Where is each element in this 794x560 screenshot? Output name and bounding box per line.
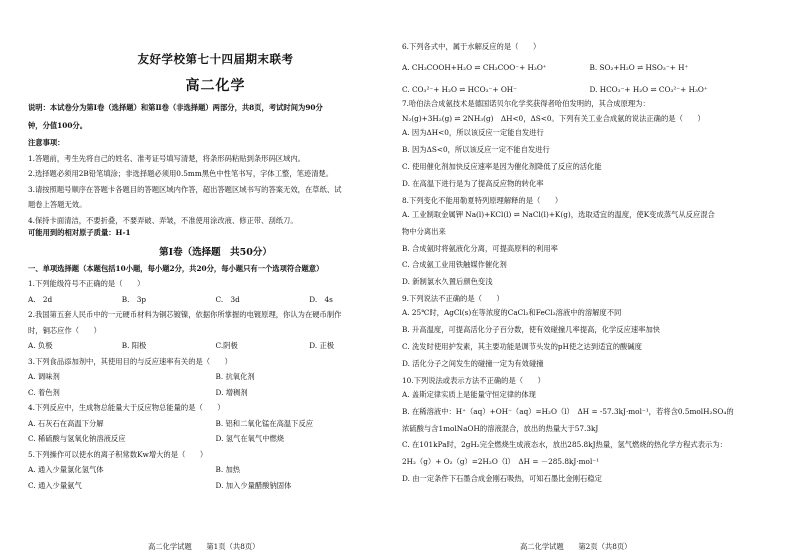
question-8: 8.下列变化不能用勒夏特列原理解释的是（ ） bbox=[402, 195, 563, 205]
option: C. 使用催化剂加快反应速率是因为催化剂降低了反应的活化能 bbox=[402, 161, 602, 171]
option: A. 因为ΔH<0，所以该反应一定能自发进行 bbox=[402, 128, 544, 138]
option: B. SO₂+H₂O ⇌ HSO₃⁻+ H⁺ bbox=[589, 63, 689, 73]
option: B. 加热 bbox=[215, 465, 241, 475]
part-heading: 一、单项选择题（本题包括10小题，每小题2分，共20分，每小题只有一个选项符合题意） bbox=[28, 263, 324, 273]
option: D. 活化分子之间发生的碰撞一定为有效碰撞 bbox=[402, 358, 544, 368]
question-4-options bbox=[28, 419, 403, 428]
question-3: 3.下列食品添加剂中，其使用目的与反应速率有关的是（ ） bbox=[28, 356, 232, 366]
question-1: 1.下列能级符号不正确的是（ ） bbox=[28, 279, 145, 289]
option: D. 正极 bbox=[309, 341, 335, 351]
notice-item: 1.答题前，考生先将自己的姓名、准考证号填写清楚，将条形码粘贴到条形码区域内。 bbox=[28, 153, 305, 163]
instructions bbox=[28, 103, 403, 130]
option: D. 增稠剂 bbox=[215, 387, 248, 397]
atomic-mass-note: 可能用到的相对原子质量：H-1 bbox=[28, 228, 131, 237]
question-6-options bbox=[402, 63, 777, 72]
option: D. 新制氯水久置后颜色变浅 bbox=[402, 277, 493, 287]
question-9: 9.下列说法不正确的是（ ） bbox=[402, 293, 504, 303]
option: A. 负极 bbox=[28, 341, 53, 351]
option: C. 合成氨工业用铁触媒作催化剂 bbox=[402, 260, 507, 270]
right-column bbox=[402, 42, 777, 491]
option: D. HCO₃⁻+ H₂O ⇌ CO₃²⁻+ H₃O⁺ bbox=[589, 84, 708, 94]
page-footer-left: 高二化学试题 第1页（共8页） bbox=[148, 542, 260, 551]
option: C. 在101kPa时，2gH₂完全燃烧生成液态水，放出285.8kJ热量，氢气燃烧的热化学方程式表示为： bbox=[402, 440, 727, 450]
instructions-line: 说明：本试卷分为第Ⅰ卷（选择题）和第Ⅱ卷（非选择题）两部分，共8页，考试时间为90分 bbox=[28, 103, 323, 113]
option: A. 调味剂 bbox=[28, 372, 60, 382]
option: B. 升高温度，可提高活化分子百分数，使有效碰撞几率提高，化学反应速率加快 bbox=[402, 325, 661, 335]
option: C. 稀硫酸与氢氧化钠溶液反应 bbox=[28, 434, 126, 444]
instructions-line: 钟，分值100分。 bbox=[28, 120, 88, 130]
option: B. 抗氧化剂 bbox=[215, 372, 255, 382]
option: B. 在稀溶液中：H⁺（aq）+OH⁻（aq）=H₂O（l） ΔH = -57.3kJ·mol⁻¹，若将含0.5molH₂SO₄的 bbox=[402, 406, 734, 416]
option: B. 阳极 bbox=[121, 341, 147, 351]
option: A. 工业制取金属钾 Na(l)+KCl(l) ⇌ NaCl(l)+K(g)，选取适宜的温度，使K变成蒸气从反应混合 bbox=[402, 210, 715, 220]
question-6: 6.下列各式中，属于水解反应的是（ ） bbox=[402, 42, 541, 51]
question-7-cont: N₂(g)+3H₂(g) ⇌ 2NH₃(g) ΔH<0，ΔS<0。下列有关工业合成氨的说法正确的是（ ） bbox=[402, 113, 705, 123]
page-footer-right: 高二化学试题 第2页（共8页） bbox=[520, 542, 632, 551]
question-7: 7.哈伯法合成氨技术是德国诺贝尔化学奖获得者哈伯发明的，其合成原理为： bbox=[402, 99, 650, 109]
option: C. 3d bbox=[215, 294, 240, 304]
section-title: 第Ⅰ卷（选择题 共50分） bbox=[159, 247, 272, 259]
question-10: 10.下列说法或表示方法不正确的是（ ） bbox=[402, 375, 545, 385]
exam-title: 友好学校第七十四届期末联考 bbox=[137, 52, 294, 66]
subject-title: 高二化学 bbox=[185, 77, 246, 94]
option: A. 25℃时，AgCl(s)在等浓度的CaCl₂和FeCl₃溶液中的溶解度不同 bbox=[402, 308, 622, 318]
option: D. 由一定条件下石墨合成金刚石吸热，可知石墨比金刚石稳定 bbox=[402, 473, 602, 483]
question-2-options bbox=[28, 341, 403, 350]
option: D. 在高温下进行是为了提高反应物的转化率 bbox=[402, 178, 544, 188]
option: D. 氢气在氧气中燃烧 bbox=[215, 434, 285, 444]
option: D. 加入少量醋酸钠固体 bbox=[215, 480, 292, 490]
option: C. CO₃²⁻+ H₂O ⇌ HCO₃⁻+ OH⁻ bbox=[402, 84, 518, 94]
option: D. 4s bbox=[309, 294, 333, 304]
question-4-options bbox=[28, 434, 403, 443]
option: A. 盖斯定律实质上是能量守恒定律的体现 bbox=[402, 390, 536, 400]
left-column bbox=[28, 0, 403, 490]
notice-item: 4.保持卡面清洁，不要折叠，不要弄破、弄皱，不准使用涂改液、修正带、刮纸刀。 bbox=[28, 215, 298, 225]
question-5-options bbox=[28, 465, 403, 474]
question-4: 4.下列反应中，生成物总能量大于反应物总能量的是（ ） bbox=[28, 403, 225, 413]
option: B. 3p bbox=[121, 294, 147, 304]
option: B. 合成氨时将氨液化分离，可提高原料的利用率 bbox=[402, 243, 558, 253]
notice-list bbox=[28, 154, 403, 225]
notice-title: 注意事项： bbox=[28, 138, 65, 148]
option: A. 2d bbox=[28, 294, 53, 304]
option-cont: 浓硫酸与含1molNaOH的溶液混合，放出的热量大于57.3kJ bbox=[402, 423, 599, 433]
option: A. 石灰石在高温下分解 bbox=[28, 418, 104, 428]
option-cont: 物中分离出来 bbox=[402, 226, 446, 236]
question-1-options bbox=[28, 295, 403, 304]
option-cont: 2H₂（g）+ O₂（g）=2H₂O（l） ΔH = －285.8kJ·mol⁻¹ bbox=[402, 457, 600, 467]
option: A. 通入少量氯化氢气体 bbox=[28, 465, 104, 475]
option: C. 着色剂 bbox=[28, 387, 60, 397]
question-5: 5.下列操作可以使水的离子积常数Kw增大的是（ ） bbox=[28, 449, 208, 459]
notice-item: 2.选择题必须用2B铅笔填涂；非选择题必须用0.5mm黑色中性笔书写，字体工整，笔迹清楚。 bbox=[28, 169, 334, 179]
question-2: 2.我国第五套人民币中的一元硬币材料为铜芯镀镍，依据你所掌握的电镀原理，你认为在硬币制作 bbox=[28, 310, 342, 320]
option: A. CH₃COOH+H₂O ⇌ CH₃COO⁻+ H₃O⁺ bbox=[402, 63, 547, 73]
question-5-options bbox=[28, 481, 403, 490]
option: B. 铝和二氧化锰在高温下反应 bbox=[215, 418, 314, 428]
question-3-options bbox=[28, 372, 403, 381]
option: C. 洗发时使用护发素，其主要功能是调节头发的pH使之达到适宜的酸碱度 bbox=[402, 341, 642, 351]
question-2-cont: 时，铜芯应作（ ） bbox=[28, 325, 101, 335]
question-6-options bbox=[402, 85, 777, 94]
notice-item: 题卷上答题无效。 bbox=[28, 200, 87, 210]
notice-item: 3.请按照题号顺序在答题卡各题目的答题区域内作答，超出答题区域书写的答案无效，在草纸、试 bbox=[28, 184, 342, 194]
option: C. 通入少量氨气 bbox=[28, 480, 82, 490]
question-3-options bbox=[28, 388, 403, 397]
option: C.阴极 bbox=[215, 341, 238, 351]
option: B. 因为ΔS<0，所以该反应一定不能自发进行 bbox=[402, 145, 550, 155]
